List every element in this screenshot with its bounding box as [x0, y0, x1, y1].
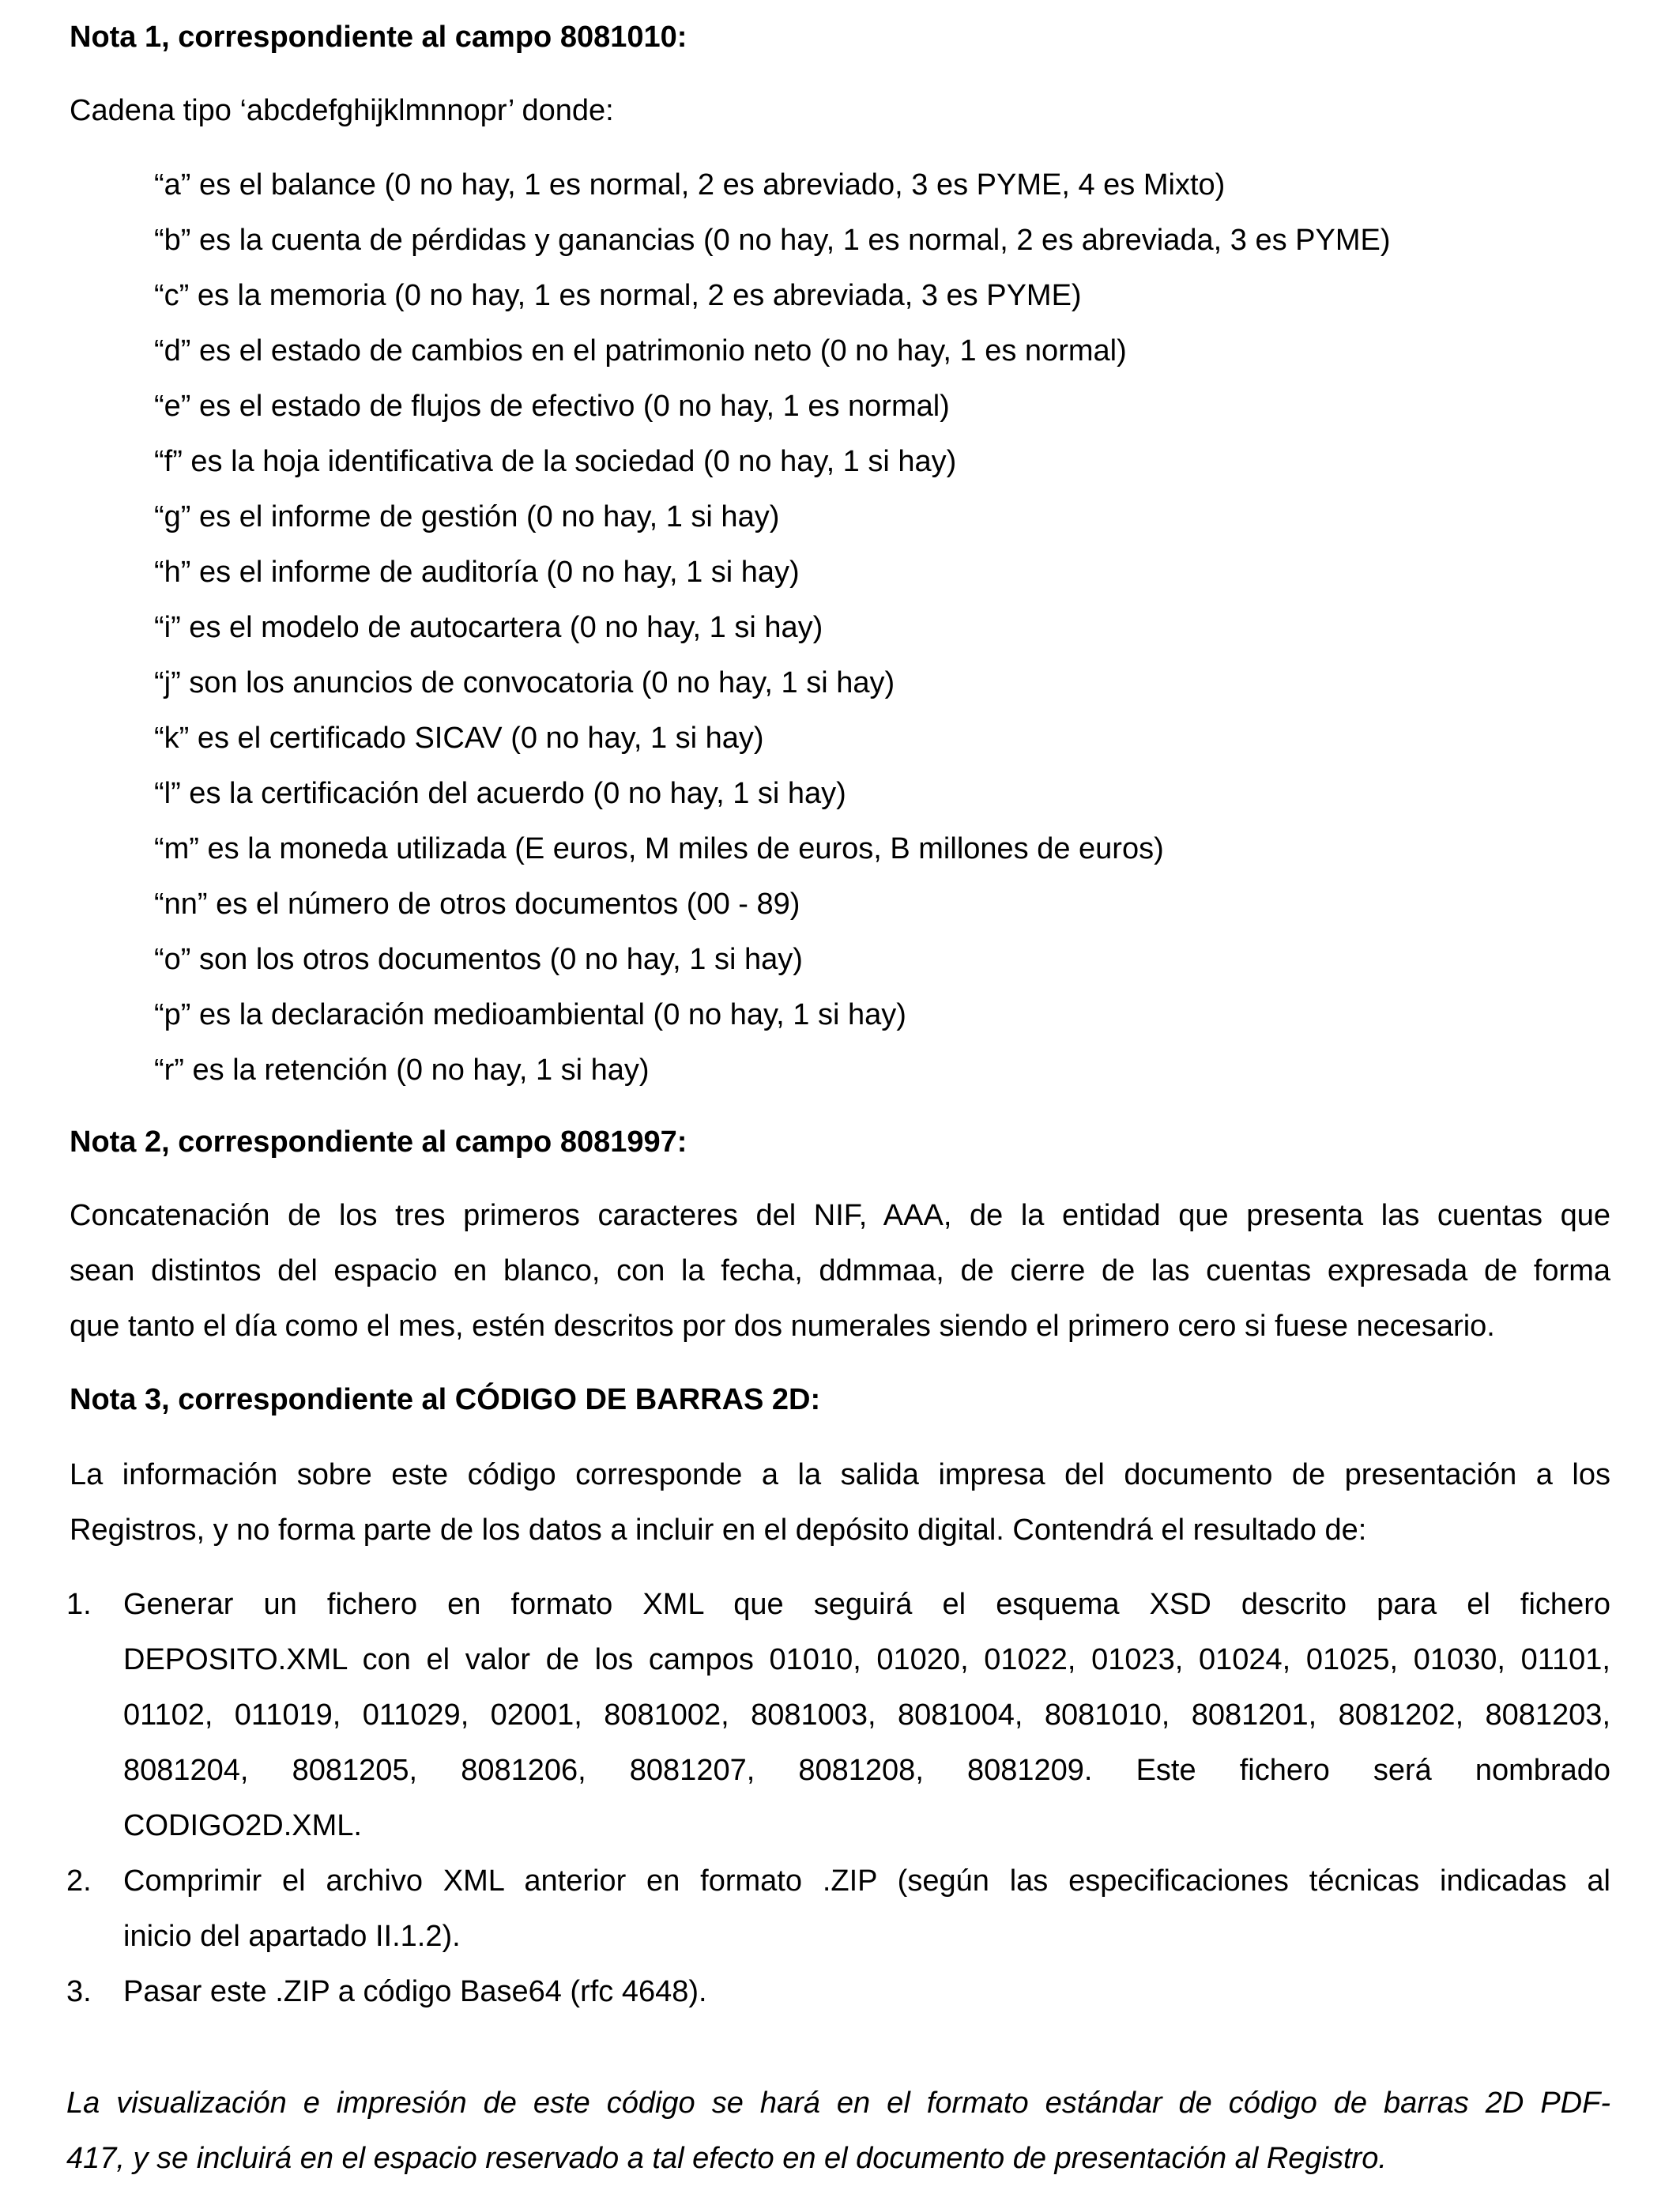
- nota2-heading: Nota 2, correspondiente al campo 8081997:: [70, 1125, 687, 1159]
- step-line: 8081204, 8081205, 8081206, 8081207, 8081208, 8081209. Este fichero será nombrado: [123, 1754, 1610, 1787]
- step-line: CODIGO2D.XML.: [123, 1809, 362, 1842]
- nota1-item: “o” son los otros documentos (0 no hay, 1 si hay): [154, 943, 803, 976]
- nota1-item: “c” es la memoria (0 no hay, 1 es normal, 2 es abreviada, 3 es PYME): [154, 279, 1082, 312]
- nota1-item: “j” son los anuncios de convocatoria (0 no hay, 1 si hay): [154, 666, 895, 699]
- nota2-paragraph-line: sean distintos del espacio en blanco, con la fecha, ddmmaa, de cierre de las cuentas expresada de forma: [70, 1254, 1610, 1287]
- step-line: Comprimir el archivo XML anterior en formato .ZIP (según las especificaciones técnicas indicadas al: [123, 1864, 1610, 1898]
- nota3-paragraph-line: La información sobre este código corresponde a la salida impresa del documento de presentación a los: [70, 1458, 1610, 1491]
- nota1-item: “e” es el estado de flujos de efectivo (0 no hay, 1 es normal): [154, 390, 950, 423]
- nota1-item: “f” es la hoja identificativa de la sociedad (0 no hay, 1 si hay): [154, 445, 957, 478]
- nota1-item: “d” es el estado de cambios en el patrimonio neto (0 no hay, 1 es normal): [154, 334, 1127, 368]
- nota3-heading: Nota 3, correspondiente al CÓDIGO DE BARRAS 2D:: [70, 1383, 821, 1416]
- nota1-item: “g” es el informe de gestión (0 no hay, 1 si hay): [154, 500, 780, 533]
- nota1-item: “k” es el certificado SICAV (0 no hay, 1 si hay): [154, 722, 764, 755]
- step-number: 2.: [66, 1864, 92, 1898]
- nota1-item: “a” es el balance (0 no hay, 1 es normal, 2 es abreviado, 3 es PYME, 4 es Mixto): [154, 168, 1226, 202]
- step-line: DEPOSITO.XML con el valor de los campos 01010, 01020, 01022, 01023, 01024, 01025, 01030, 01101,: [123, 1643, 1610, 1676]
- nota1-intro: Cadena tipo ‘abcdefghijklmnnopr’ donde:: [70, 94, 614, 127]
- step-number: 1.: [66, 1588, 92, 1621]
- nota1-item: “r” es la retención (0 no hay, 1 si hay): [154, 1054, 650, 1087]
- nota1-item: “m” es la moneda utilizada (E euros, M miles de euros, B millones de euros): [154, 832, 1164, 865]
- step-line: 01102, 011019, 011029, 02001, 8081002, 8081003, 8081004, 8081010, 8081201, 8081202, 8081203,: [123, 1698, 1610, 1732]
- step-line: Pasar este .ZIP a código Base64 (rfc 4648).: [123, 1975, 707, 2008]
- nota1-heading: Nota 1, correspondiente al campo 8081010:: [70, 21, 687, 54]
- step-line: inicio del apartado II.1.2).: [123, 1920, 461, 1953]
- nota1-item: “nn” es el número de otros documentos (00 - 89): [154, 888, 800, 921]
- step-number: 3.: [66, 1975, 92, 2008]
- step-line: Generar un fichero en formato XML que seguirá el esquema XSD descrito para el fichero: [123, 1588, 1610, 1621]
- nota1-item: “p” es la declaración medioambiental (0 no hay, 1 si hay): [154, 998, 906, 1031]
- nota1-item: “l” es la certificación del acuerdo (0 no hay, 1 si hay): [154, 777, 846, 810]
- nota2-paragraph-line: Concatenación de los tres primeros caracteres del NIF, AAA, de la entidad que presenta las cuentas que: [70, 1199, 1610, 1232]
- nota1-item: “i” es el modelo de autocartera (0 no hay, 1 si hay): [154, 611, 823, 644]
- closing-note-line: La visualización e impresión de este código se hará en el formato estándar de código de barras 2D PDF-: [66, 2087, 1610, 2120]
- nota1-item: “b” es la cuenta de pérdidas y ganancias (0 no hay, 1 es normal, 2 es abreviada, 3 es PYME): [154, 224, 1391, 257]
- nota1-item: “h” es el informe de auditoría (0 no hay, 1 si hay): [154, 556, 800, 589]
- nota2-paragraph-line: que tanto el día como el mes, estén descritos por dos numerales siendo el primero cero si fuese necesario.: [70, 1310, 1495, 1343]
- nota3-paragraph-line: Registros, y no forma parte de los datos a incluir en el depósito digital. Contendrá el resultado de:: [70, 1514, 1367, 1547]
- closing-note-line: 417, y se incluirá en el espacio reservado a tal efecto en el documento de presentación al Registro.: [66, 2142, 1387, 2175]
